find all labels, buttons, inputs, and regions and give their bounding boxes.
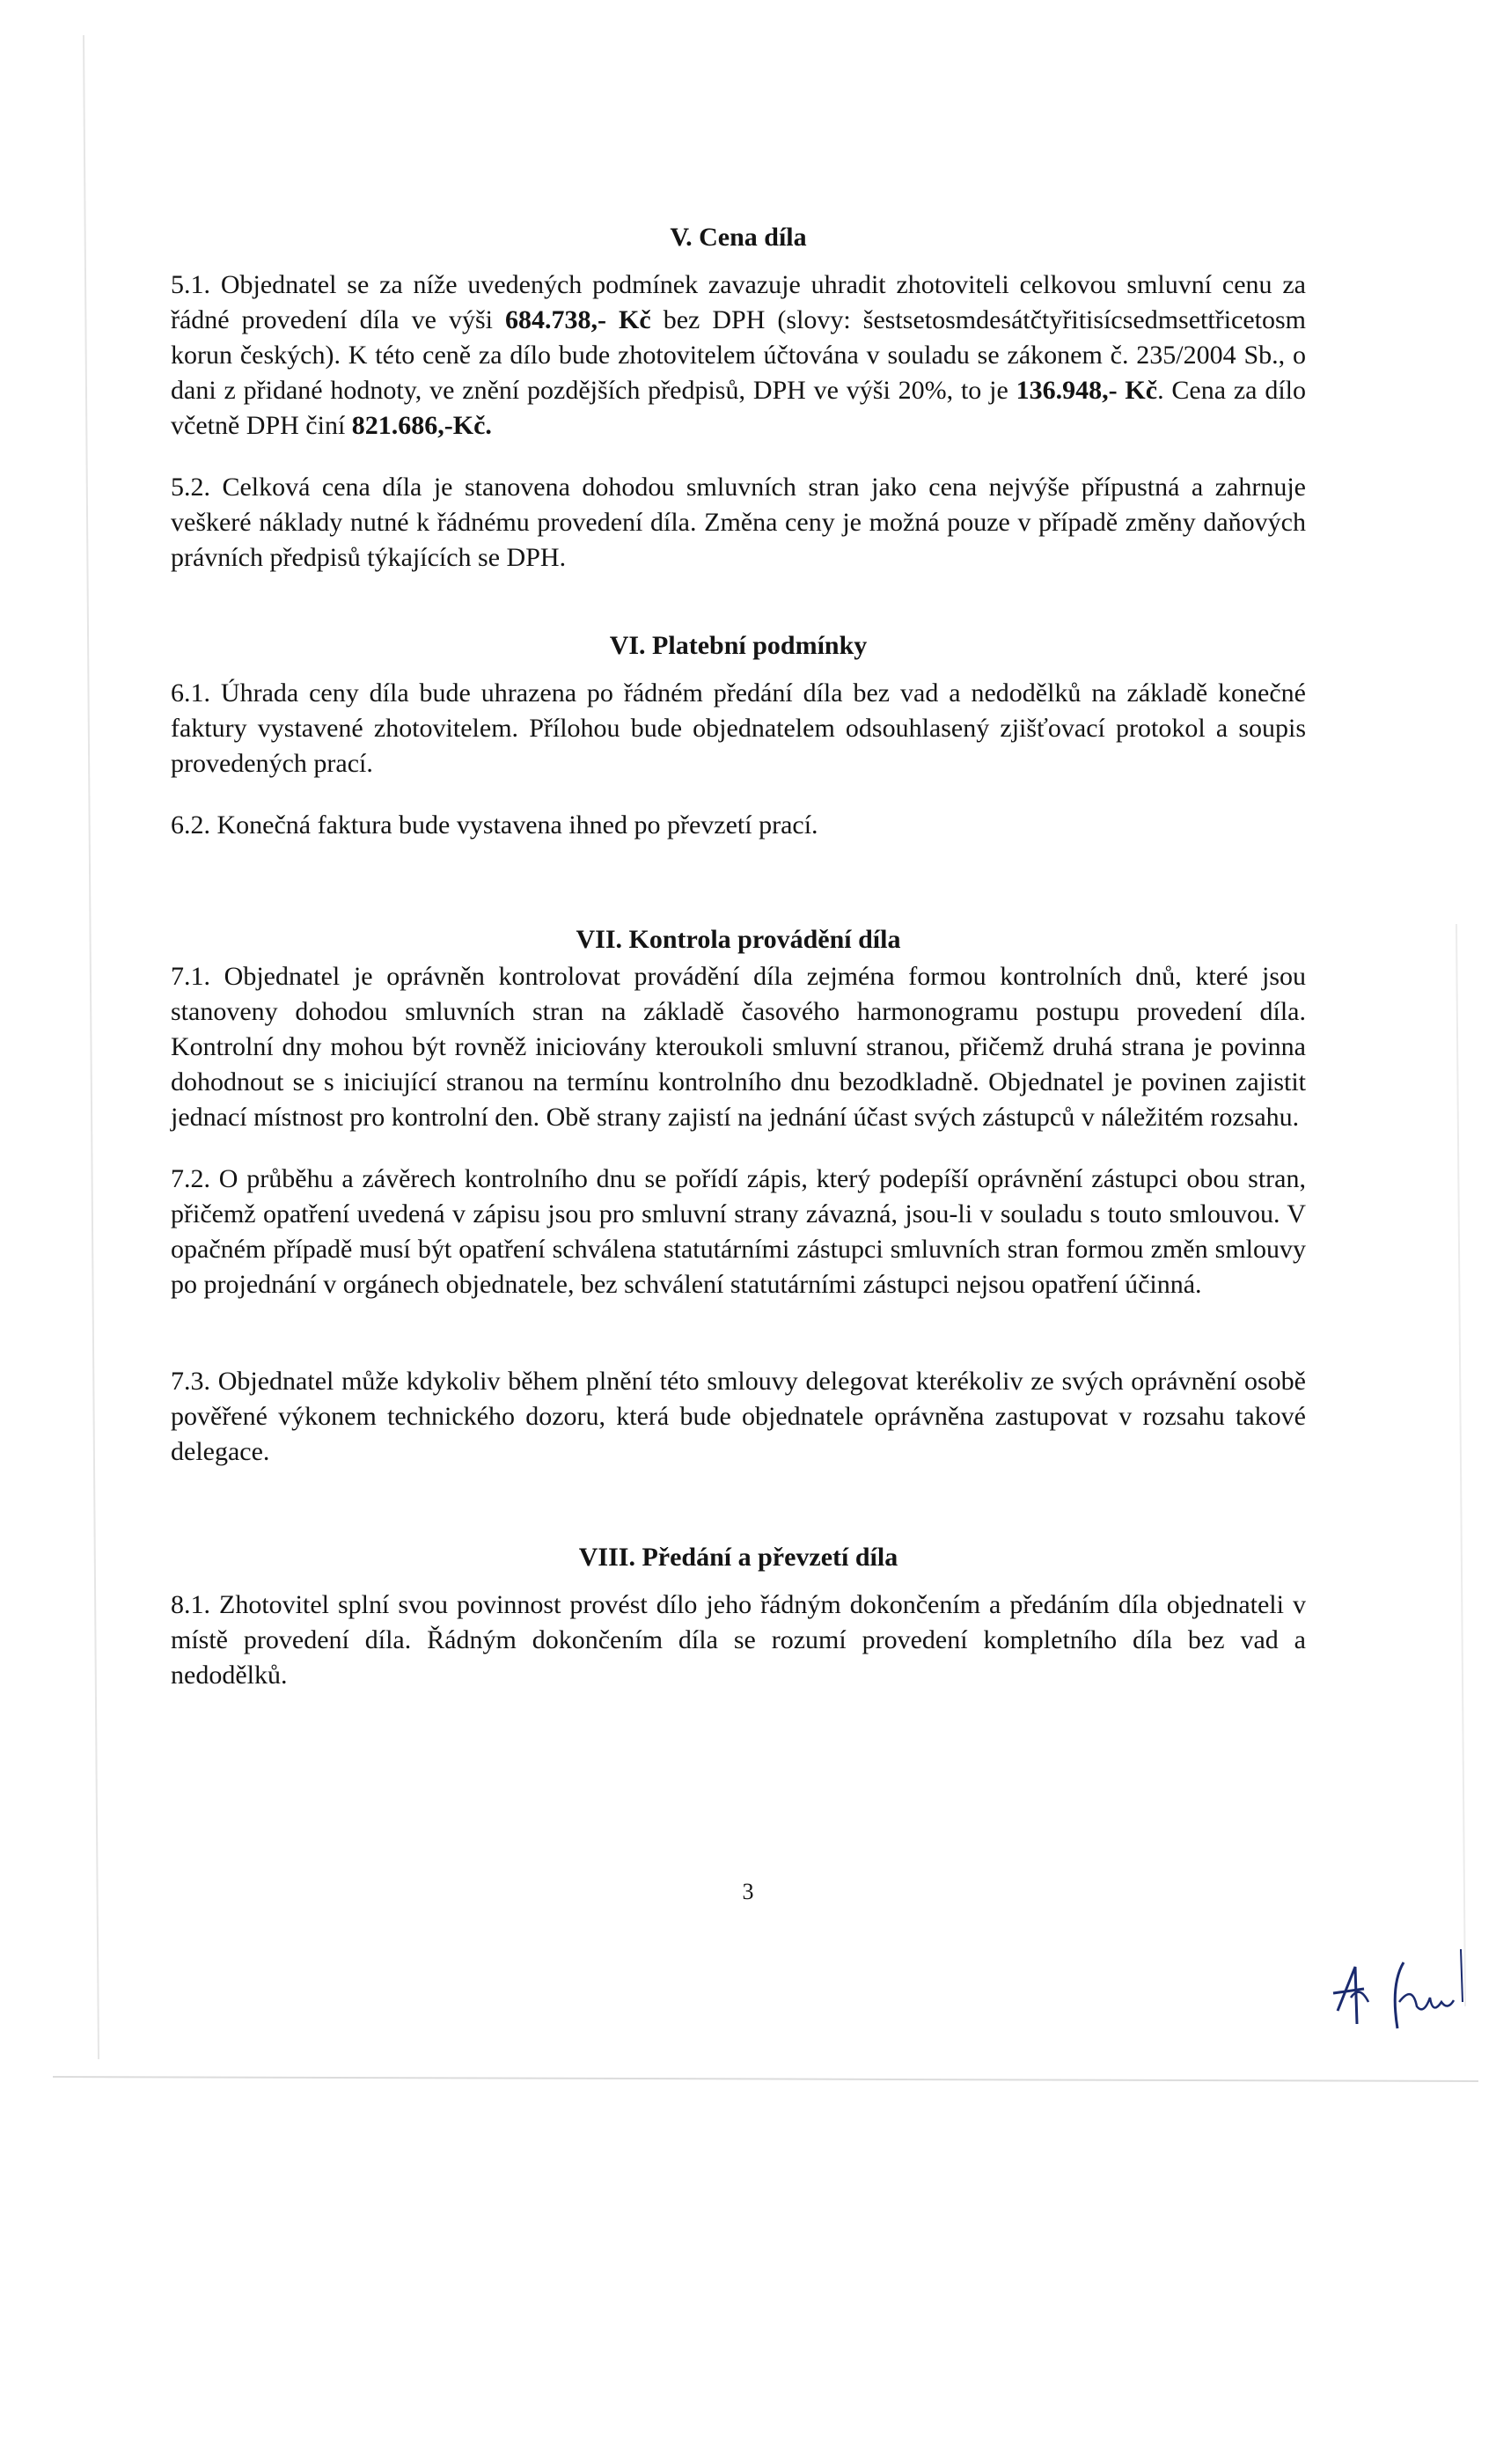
paragraph-6-1: 6.1. Úhrada ceny díla bude uhrazena po řádném předání díla bez vad a nedodělků na základě konečné faktury vystavené zhotovitelem. Přílohou bude objednatelem odsouhlasený zjišťovací protokol a soupis provedených prací. [171, 678, 1306, 778]
paragraph-7-3: 7.3. Objednatel může kdykoliv během plnění této smlouvy delegovat kterékoliv ze svých oprávnění osobě pověřené výkonem technického dozoru, která bude objednatele oprávněna zastupovat v rozsahu takové delegace. [171, 1367, 1306, 1466]
section-heading-v: V. Cena díla [670, 223, 807, 252]
paragraph-7-1: 7.1. Objednatel je oprávněn kontrolovat provádění díla zejména formou kontrolních dnů, které jsou stanoveny dohodou smluvních stran na základě časového harmonogramu postupu provedení díla. Kontrolní dny mohou být rovněž iniciovány kteroukoli smluvní stranou, přičemž druhá strana je povinna dohodnout se s iniciující stranou na termínu kontrolního dnu bezodkladně. Objednatel je povinen zajistit jednací místnost pro kontrolní den. Obě strany zajistí na jednání účast svých zástupců v náležitém rozsahu. [171, 962, 1306, 1132]
handwritten-initials-signature [1329, 1949, 1470, 2037]
price-with-vat: 821.686,-Kč. [351, 411, 492, 440]
document-body [171, 220, 1306, 1693]
paragraph-5-2: 5.2. Celková cena díla je stanovena dohodou smluvních stran jako cena nejvýše přípustná a zahrnuje veškeré náklady nutné k řádnému provedení díla. Změna ceny je možná pouze v případě změny daňových právních předpisů týkajících se DPH. [171, 473, 1306, 572]
page-number: 3 [742, 1879, 754, 1904]
vat-amount: 136.948,- Kč [1016, 376, 1158, 405]
paragraph-6-2: 6.2. Konečná faktura bude vystavena ihned po převzetí prací. [171, 810, 818, 840]
section-heading-vi: VI. Platební podmínky [609, 631, 868, 660]
section-heading-vii: VII. Kontrola provádění díla [576, 925, 901, 954]
paragraph-8-1: 8.1. Zhotovitel splní svou povinnost provést dílo jeho řádným dokončením a předáním díla objednateli v místě provedení díla. Řádným dokončením díla se rozumí provedení kompletního díla bez vad a nedodělků. [171, 1590, 1306, 1690]
section-heading-viii: VIII. Předání a převzetí díla [578, 1543, 898, 1572]
price-without-vat: 684.738,- Kč [505, 305, 651, 334]
paragraph-7-2: 7.2. O průběhu a závěrech kontrolního dnu se pořídí zápis, který podepíší oprávnění zástupci obou stran, přičemž opatření uvedená v zápisu jsou pro smluvní strany závazná, jsou-li v souladu s touto smlouvou. V opačném případě musí být opatření schválena statutárními zástupci smluvních stran formou změn smlouvy po projednání v orgánech objednatele, bez schválení statutárními zástupci nejsou opatření účinná. [171, 1164, 1306, 1299]
paragraph-5-1: 5.1. Objednatel se za níže uvedených podmínek zavazuje uhradit zhotoviteli celkovou smluvní cenu za řádné provedení díla ve výši 684.738,- Kč bez DPH (slovy: šestsetosmdesátčtyřitisícsedmsettřicetosm korun českých). K této ceně za dílo bude zhotovitelem účtována v souladu se zákonem č. 235/2004 Sb., o dani z přidané hodnoty, ve znění pozdějších předpisů, DPH ve výši 20%, to je 136.948,- Kč. Cena za dílo včetně DPH činí 821.686,-Kč. [171, 270, 1307, 440]
